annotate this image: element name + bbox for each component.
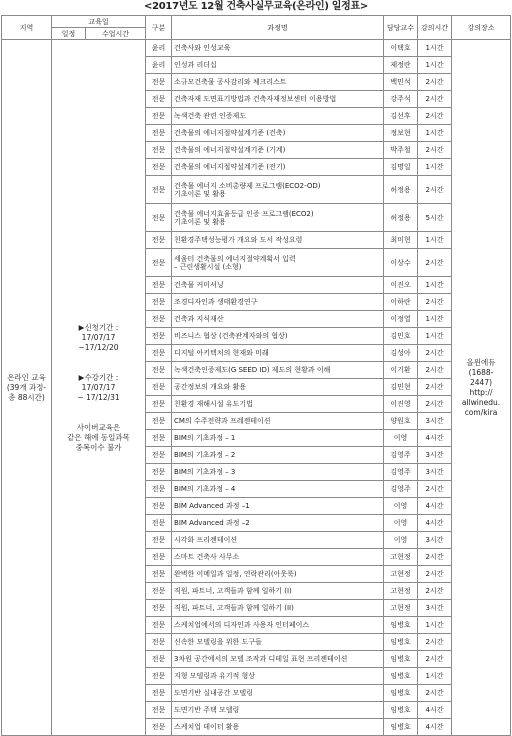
category-cell: 전문 <box>146 345 172 362</box>
lecture-time-cell: 2시간 <box>418 294 452 311</box>
header-course: 과정명 <box>172 16 384 40</box>
course-name-cell: 건축자재 도면표기방법과 건축자재정보센터 이용방법 <box>172 91 384 108</box>
course-name-cell: 건축물의 에너지절약설계기준 (건축) <box>172 125 384 142</box>
category-cell: 전문 <box>146 685 172 702</box>
course-name-cell: 스케치업 데이터 활용 <box>172 719 384 736</box>
lecture-time-cell: 2시간 <box>418 685 452 702</box>
header-schedule: 일정 <box>52 28 86 40</box>
page-title: <2017년도 12월 건축사실무교육(온라인) 일정표> <box>144 1 368 12</box>
category-cell: 전문 <box>146 328 172 345</box>
course-name-cell: 스마트 건축사 사무소 <box>172 549 384 566</box>
header-category: 구분 <box>146 16 172 40</box>
header-venue: 강의장소 <box>452 16 511 40</box>
category-cell: 전문 <box>146 413 172 430</box>
category-cell: 전문 <box>146 651 172 668</box>
lecture-time-cell: 4시간 <box>418 702 452 719</box>
course-name-cell: 친환경 재해시설 유도기법 <box>172 396 384 413</box>
category-cell: 전문 <box>146 634 172 651</box>
course-name-cell: 건축물의 에너지절약설계기준 (기계) <box>172 142 384 159</box>
instructor-cell: 이상수 <box>384 249 418 277</box>
lecture-time-cell: 2시간 <box>418 481 452 498</box>
course-name-cell: 소규모건축물 공사감리와 체크리스트 <box>172 74 384 91</box>
instructor-cell: 고현정 <box>384 549 418 566</box>
lecture-time-cell: 2시간 <box>418 345 452 362</box>
instructor-cell: 임병호 <box>384 668 418 685</box>
lecture-time-cell: 2시간 <box>418 651 452 668</box>
instructor-cell: 허정용 <box>384 204 418 232</box>
category-cell: 전문 <box>146 396 172 413</box>
category-cell: 전문 <box>146 481 172 498</box>
instructor-cell: 임병호 <box>384 617 418 634</box>
course-name-cell: 직원, 파트너, 고객들과 함께 일하기 (I) <box>172 583 384 600</box>
lecture-time-cell: 2시간 <box>418 176 452 204</box>
lecture-time-cell: 4시간 <box>418 515 452 532</box>
lecture-time-cell: 3시간 <box>418 600 452 617</box>
instructor-cell: 이진오 <box>384 277 418 294</box>
lecture-time-cell: 3시간 <box>418 532 452 549</box>
category-cell: 전문 <box>146 532 172 549</box>
lecture-time-cell: 1시간 <box>418 277 452 294</box>
category-cell: 전문 <box>146 311 172 328</box>
lecture-time-cell: 2시간 <box>418 362 452 379</box>
course-name-cell: 공간정보의 개요와 활용 <box>172 379 384 396</box>
category-cell: 전문 <box>146 668 172 685</box>
course-name-cell: 신속한 모델링을 위한 도구들 <box>172 634 384 651</box>
lecture-time-cell: 1시간 <box>418 668 452 685</box>
lecture-time-cell: 1시간 <box>418 40 452 57</box>
course-name-cell: 완벽한 이메일과 일정, 연락관리(아웃룩) <box>172 566 384 583</box>
lecture-time-cell: 3시간 <box>418 447 452 464</box>
course-name-cell: 지형 모델링과 유기적 형상 <box>172 668 384 685</box>
course-name-cell: 세움터 건축물의 에너지절약계획서 입력 – 근린생활시설 (소형) <box>172 249 384 277</box>
course-name-cell: 건축사와 인성교육 <box>172 40 384 57</box>
lecture-time-cell: 1시간 <box>418 57 452 74</box>
region-cell: 온라인 교육 (39개 과정- 총 88시간) <box>2 40 52 736</box>
instructor-cell: 김선후 <box>384 108 418 125</box>
lecture-time-cell: 2시간 <box>418 108 452 125</box>
instructor-cell: 임병호 <box>384 719 418 736</box>
category-cell: 전문 <box>146 566 172 583</box>
instructor-cell: 백민석 <box>384 74 418 91</box>
course-name-cell: 3차원 공간에서의 모델 조작과 디테일 표현 프리젠테이션 <box>172 651 384 668</box>
category-cell: 전문 <box>146 277 172 294</box>
course-name-cell: 녹색건축 관련 인증제도 <box>172 108 384 125</box>
category-cell: 윤리 <box>146 57 172 74</box>
lecture-time-cell: 2시간 <box>418 566 452 583</box>
lecture-time-cell: 3시간 <box>418 464 452 481</box>
course-name-cell: BIM Advanced 과정 –2 <box>172 515 384 532</box>
instructor-cell: 김민호 <box>384 328 418 345</box>
instructor-cell: 이영 <box>384 430 418 447</box>
instructor-cell: 김성아 <box>384 345 418 362</box>
instructor-cell: 김영주 <box>384 481 418 498</box>
lecture-time-cell: 3시간 <box>418 413 452 430</box>
instructor-cell: 김영주 <box>384 447 418 464</box>
instructor-cell: 이기환 <box>384 362 418 379</box>
course-name-cell: BIM의 기초과정 – 4 <box>172 481 384 498</box>
category-cell: 전문 <box>146 498 172 515</box>
category-cell: 전문 <box>146 74 172 91</box>
header-instructor: 담당교수 <box>384 16 418 40</box>
instructor-cell: 최미현 <box>384 232 418 249</box>
instructor-cell: 고현정 <box>384 566 418 583</box>
instructor-cell: 김영주 <box>384 464 418 481</box>
header-region: 지역 <box>2 16 52 40</box>
category-cell: 전문 <box>146 379 172 396</box>
course-name-cell: BIM의 기초과정 – 3 <box>172 464 384 481</box>
course-name-cell: 스케치업에서의 디자인과 사용자 인터페이스 <box>172 617 384 634</box>
instructor-cell: 임병호 <box>384 634 418 651</box>
lecture-time-cell: 1시간 <box>418 125 452 142</box>
lecture-time-cell: 2시간 <box>418 583 452 600</box>
instructor-cell: 제정란 <box>384 57 418 74</box>
instructor-cell: 임병호 <box>384 651 418 668</box>
course-name-cell: 인성과 리더십 <box>172 57 384 74</box>
lecture-time-cell: 4시간 <box>418 498 452 515</box>
category-cell: 전문 <box>146 464 172 481</box>
lecture-time-cell: 4시간 <box>418 430 452 447</box>
course-name-cell: BIM의 기초과정 – 2 <box>172 447 384 464</box>
instructor-cell: 이진영 <box>384 396 418 413</box>
header-edu-day: 교육일 <box>52 16 146 28</box>
course-name-cell: 조경디자인과 생태환경연구 <box>172 294 384 311</box>
lecture-time-cell: 2시간 <box>418 634 452 651</box>
instructor-cell: 정보현 <box>384 125 418 142</box>
category-cell: 전문 <box>146 176 172 204</box>
lecture-time-cell: 1시간 <box>418 232 452 249</box>
category-cell: 전문 <box>146 249 172 277</box>
instructor-cell: 이영 <box>384 532 418 549</box>
lecture-time-cell: 2시간 <box>418 379 452 396</box>
instructor-cell: 이하란 <box>384 294 418 311</box>
instructor-cell: 고현정 <box>384 600 418 617</box>
course-name-cell: 도면기반 주택 모델링 <box>172 702 384 719</box>
schedule-table <box>1 15 511 736</box>
course-name-cell: BIM의 기초과정 – 1 <box>172 430 384 447</box>
category-cell: 전문 <box>146 600 172 617</box>
category-cell: 전문 <box>146 447 172 464</box>
instructor-cell: 강주석 <box>384 91 418 108</box>
course-name-cell: 친환경주택성능평가 개요와 도서 작성요령 <box>172 232 384 249</box>
course-name-cell: 건축물 에너지효율등급 인증 프로그램(ECO2) 기초이론 및 활용 <box>172 204 384 232</box>
category-cell: 전문 <box>146 719 172 736</box>
instructor-cell: 허정용 <box>384 176 418 204</box>
category-cell: 전문 <box>146 583 172 600</box>
category-cell: 전문 <box>146 549 172 566</box>
lecture-time-cell: 1시간 <box>418 311 452 328</box>
category-cell: 전문 <box>146 362 172 379</box>
instructor-cell: 김민현 <box>384 379 418 396</box>
instructor-cell: 이택호 <box>384 40 418 57</box>
category-cell: 윤리 <box>146 40 172 57</box>
schedule-cell: ▶신청기간 : 17/07/17 ~17/12/20 ▶수강기간 : 17/07/17 ~ 17/12/31 사이버교육은 같은 해에 동일과목 중복이수 불가 <box>52 40 146 736</box>
course-name-cell: 디지털 아키텍처의 현재와 미래 <box>172 345 384 362</box>
category-cell: 전문 <box>146 232 172 249</box>
category-cell: 전문 <box>146 515 172 532</box>
instructor-cell: 임병호 <box>384 685 418 702</box>
instructor-cell: 김명일 <box>384 159 418 176</box>
category-cell: 전문 <box>146 108 172 125</box>
course-name-cell: BIM Advanced 과정 –1 <box>172 498 384 515</box>
course-name-cell: 도면기반 실내공간 모델링 <box>172 685 384 702</box>
category-cell: 전문 <box>146 617 172 634</box>
course-name-cell: 건축물 에너지 소비총량제 프로그램(ECO2-OD) 기초이론 및 활용 <box>172 176 384 204</box>
category-cell: 전문 <box>146 204 172 232</box>
lecture-time-cell: 5시간 <box>418 204 452 232</box>
lecture-time-cell: 2시간 <box>418 91 452 108</box>
course-name-cell: 건축물의 에너지절약설계기준 (전기) <box>172 159 384 176</box>
lecture-time-cell: 2시간 <box>418 74 452 91</box>
instructor-cell: 양원호 <box>384 413 418 430</box>
lecture-time-cell: 1시간 <box>418 159 452 176</box>
table-row <box>2 40 511 57</box>
category-cell: 전문 <box>146 702 172 719</box>
instructor-cell: 이영 <box>384 515 418 532</box>
category-cell: 전문 <box>146 430 172 447</box>
instructor-cell: 고현정 <box>384 583 418 600</box>
course-name-cell: CM의 수주전략과 프레젠테이션 <box>172 413 384 430</box>
instructor-cell: 임병호 <box>384 702 418 719</box>
header-hours: 수업시간 <box>86 28 146 40</box>
course-name-cell: 건축물 커미셔닝 <box>172 277 384 294</box>
category-cell: 전문 <box>146 142 172 159</box>
venue-cell: 올윈에듀 (1688- 2447) http:// allwinedu. com/kira <box>452 40 511 736</box>
course-name-cell: 비즈니스 협상 (건축관계자와의 협상) <box>172 328 384 345</box>
category-cell: 전문 <box>146 159 172 176</box>
lecture-time-cell: 1시간 <box>418 328 452 345</box>
course-name-cell: 시각화 프리젠테이션 <box>172 532 384 549</box>
lecture-time-cell: 4시간 <box>418 719 452 736</box>
lecture-time-cell: 2시간 <box>418 142 452 159</box>
lecture-time-cell: 2시간 <box>418 549 452 566</box>
lecture-time-cell: 2시간 <box>418 396 452 413</box>
course-name-cell: 직원, 파트너, 고객들과 함께 일하기 (II) <box>172 600 384 617</box>
instructor-cell: 이정열 <box>384 311 418 328</box>
category-cell: 전문 <box>146 125 172 142</box>
course-name-cell: 건축과 지식재산 <box>172 311 384 328</box>
header-lecture-time: 강의시간 <box>418 16 452 40</box>
lecture-time-cell: 1시간 <box>418 617 452 634</box>
course-name-cell: 녹색건축인증제도(G SEED ID) 제도의 현황과 이해 <box>172 362 384 379</box>
lecture-time-cell: 2시간 <box>418 249 452 277</box>
category-cell: 전문 <box>146 91 172 108</box>
instructor-cell: 박주철 <box>384 142 418 159</box>
category-cell: 전문 <box>146 294 172 311</box>
instructor-cell: 이영 <box>384 498 418 515</box>
